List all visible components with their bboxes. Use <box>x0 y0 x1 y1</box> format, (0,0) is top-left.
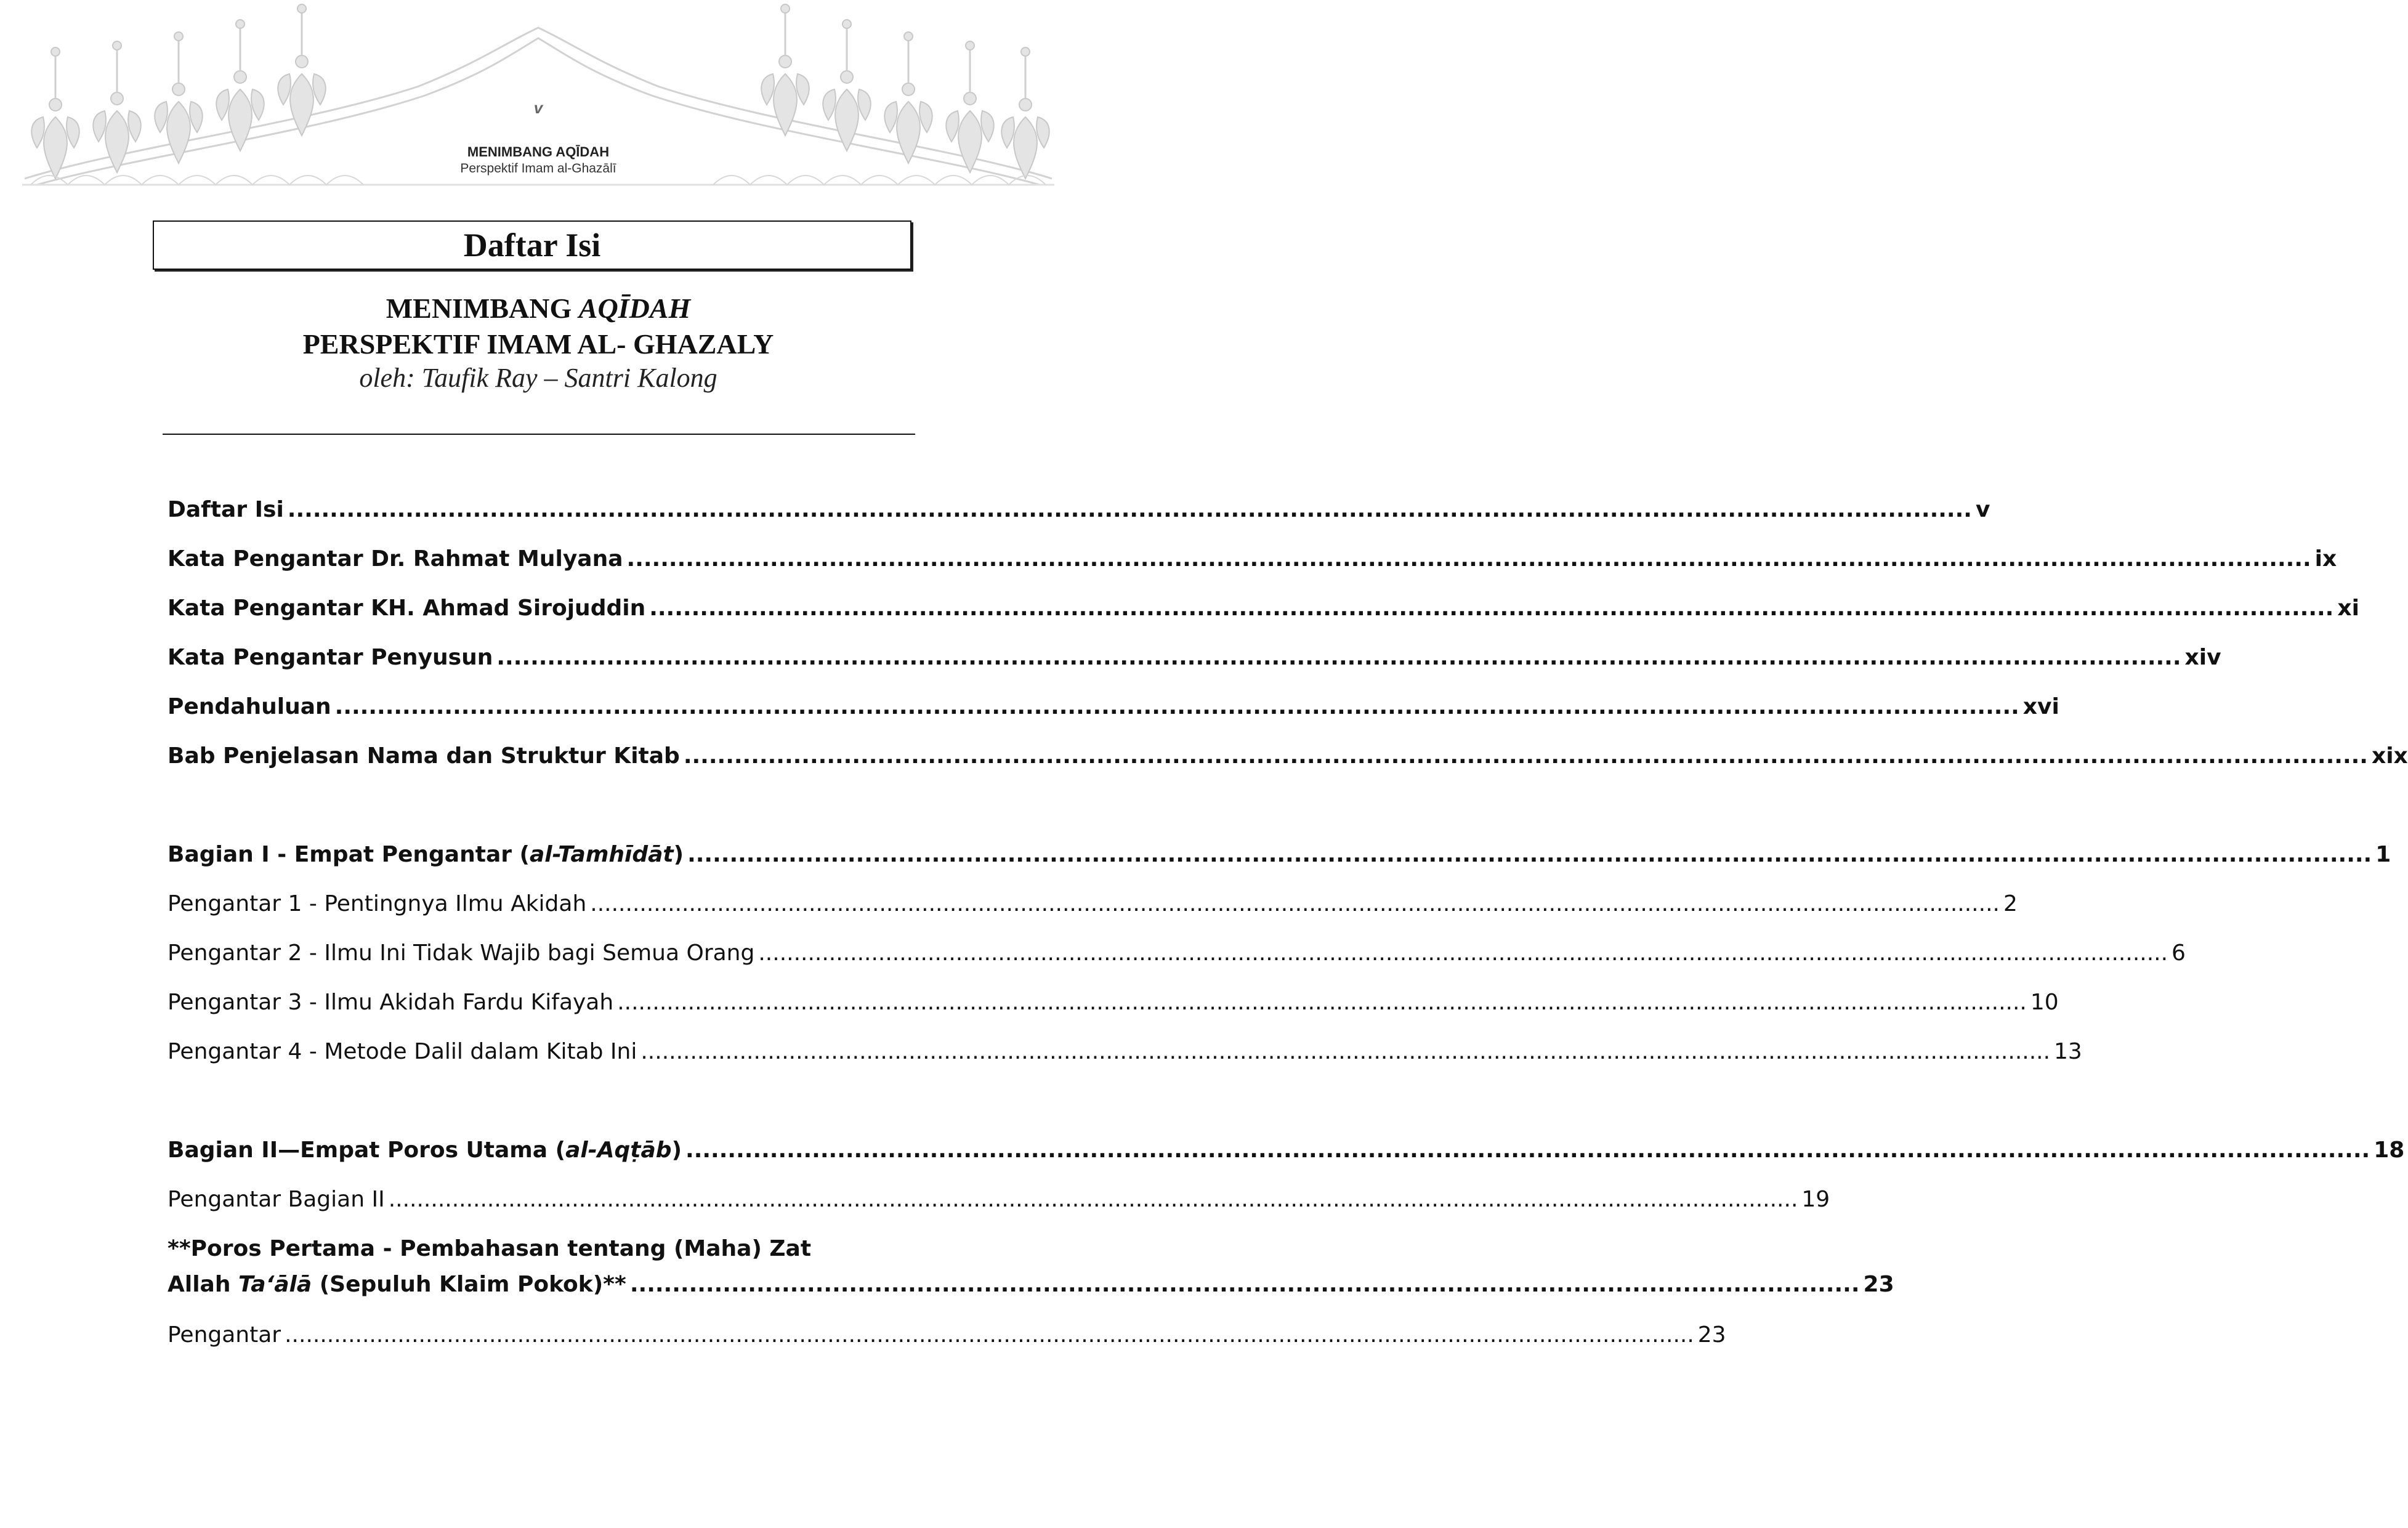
toc-entry-pengantar-bagian-2[interactable] <box>168 1186 1830 1213</box>
toc-entry-page: xix <box>2371 743 2408 769</box>
toc-leader-dots <box>758 940 2168 967</box>
toc-entry-page: 10 <box>2030 990 2059 1015</box>
toc-entry-label: Daftar Isi <box>168 497 284 522</box>
toc-entry-page: v <box>1975 497 1990 522</box>
part-title-italic: al-Aqṭāb <box>565 1138 672 1163</box>
toc-entry-pengantar-4[interactable] <box>168 1038 2082 1065</box>
toc-entry-label: Kata Pengantar KH. Ahmad Sirojuddin <box>168 596 646 621</box>
book-author: oleh: Taufik Ray – Santri Kalong <box>359 363 717 393</box>
toc-entry-kata-pengantar-sirojuddin[interactable] <box>168 595 2359 622</box>
toc-entry-page: 2 <box>2003 891 2018 916</box>
toc-leader-dots <box>590 891 2000 918</box>
part-title-plain: Bagian II—Empat Poros Utama ( <box>168 1138 566 1163</box>
toc-entry-kata-pengantar-penyusun[interactable] <box>168 644 2221 671</box>
poros-taala: Ta‘ālā <box>238 1272 312 1297</box>
toc-entry-page: 13 <box>2054 1039 2082 1064</box>
toc-entry-page: xi <box>2337 596 2359 621</box>
toc-entry-pengantar-2[interactable] <box>168 940 2186 967</box>
toc-heading-box <box>153 220 911 270</box>
running-title: MENIMBANG AQĪDAH <box>467 144 610 160</box>
toc-entry-page: ix <box>2314 546 2337 572</box>
toc-leader-dots <box>389 1186 1798 1213</box>
toc-entry-pendahuluan[interactable] <box>168 693 2059 721</box>
toc-entry-pengantar-poros[interactable] <box>168 1322 1726 1349</box>
toc-entry-label: Pengantar 3 - Ilmu Akidah Fardu Kifayah <box>168 990 614 1015</box>
book-title-plain: MENIMBANG <box>386 293 579 324</box>
part-title-italic: al-Tamhīdāt <box>529 842 674 867</box>
toc-entry-page: 6 <box>2172 940 2186 966</box>
toc-entry-label: Kata Pengantar Dr. Rahmat Mulyana <box>168 546 623 572</box>
toc-leader-dots: .................................................................................................................................................. <box>629 1272 1860 1297</box>
toc-entry-poros-pertama[interactable] <box>168 1235 1894 1298</box>
book-title-italic: AQĪDAH <box>578 293 691 324</box>
toc-entry-label: Pengantar 4 - Metode Dalil dalam Kitab Ini <box>168 1039 637 1064</box>
toc-entry-page: 18 <box>2374 1138 2405 1163</box>
toc-entry-label: **Poros Pertama - Pembahasan tentang (Maha) Zat <box>168 1236 812 1261</box>
toc-entry-daftar-isi[interactable] <box>168 496 1990 523</box>
part-title-close: ) <box>671 1138 682 1163</box>
toc-entry-label: Pengantar <box>168 1322 281 1348</box>
toc-entry-page: 23 <box>1697 1322 1726 1348</box>
toc-entry-label: Pendahuluan <box>168 694 331 719</box>
toc-entry-kata-pengantar-rahmat[interactable] <box>168 546 2337 573</box>
toc-leader-dots <box>684 743 2368 770</box>
running-subtitle: Perspektif Imam al-Ghazālī <box>460 161 616 176</box>
toc-entry-label: Bab Penjelasan Nama dan Struktur Kitab <box>168 743 680 769</box>
toc-entry-line1 <box>168 1235 913 1263</box>
toc-leader-dots <box>685 1137 2370 1164</box>
toc-entry-page: 1 <box>2375 842 2391 867</box>
toc-entry-bagian-1[interactable] <box>168 841 2391 868</box>
toc-entry-line2 <box>168 1271 1894 1298</box>
toc-entry-page: 23 <box>1863 1272 1894 1297</box>
poros-allah: Allah <box>168 1272 238 1297</box>
toc-leader-dots <box>335 693 2019 721</box>
part-title-close: ) <box>673 842 684 867</box>
toc-entry-pengantar-1[interactable] <box>168 891 2018 918</box>
toc-entry-label: Pengantar Bagian II <box>168 1187 385 1212</box>
toc-entry-label <box>168 841 684 868</box>
toc-entry-label <box>168 1137 682 1164</box>
toc-entry-label: Kata Pengantar Penyusun <box>168 645 493 670</box>
toc-entry-page: 19 <box>1801 1187 1830 1212</box>
toc-entry-bagian-2[interactable] <box>168 1137 2405 1164</box>
book-title-line1 <box>0 292 1077 325</box>
toc-leader-dots <box>288 496 1972 523</box>
toc-entry-page: xvi <box>2022 694 2059 719</box>
toc-heading: Daftar Isi <box>463 227 601 264</box>
toc-entry-bab-penjelasan[interactable] <box>168 743 2408 770</box>
toc-entry-label: Pengantar 1 - Pentingnya Ilmu Akidah <box>168 891 587 916</box>
toc-leader-dots <box>496 644 2181 671</box>
toc-leader-dots <box>649 595 2333 622</box>
toc-leader-dots <box>627 546 2311 573</box>
book-title-line2: PERSPEKTIF IMAM AL- GHAZALY <box>302 328 774 360</box>
toc-leader-dots <box>687 841 2372 868</box>
divider-rule <box>163 434 915 435</box>
toc-leader-dots <box>285 1322 1694 1349</box>
part-title-plain: Bagian I - Empat Pengantar ( <box>168 842 530 867</box>
page-number: v <box>533 99 543 117</box>
poros-rest: (Sepuluh Klaim Pokok)** <box>312 1272 626 1297</box>
toc-entry-label: Pengantar 2 - Ilmu Ini Tidak Wajib bagi Semua Orang <box>168 940 755 966</box>
toc-entry-label-2 <box>168 1271 626 1298</box>
toc-leader-dots <box>640 1038 2050 1065</box>
toc-entry-pengantar-3[interactable] <box>168 989 2059 1016</box>
toc-leader-dots <box>617 989 2027 1016</box>
toc-entry-page: xiv <box>2184 645 2221 670</box>
